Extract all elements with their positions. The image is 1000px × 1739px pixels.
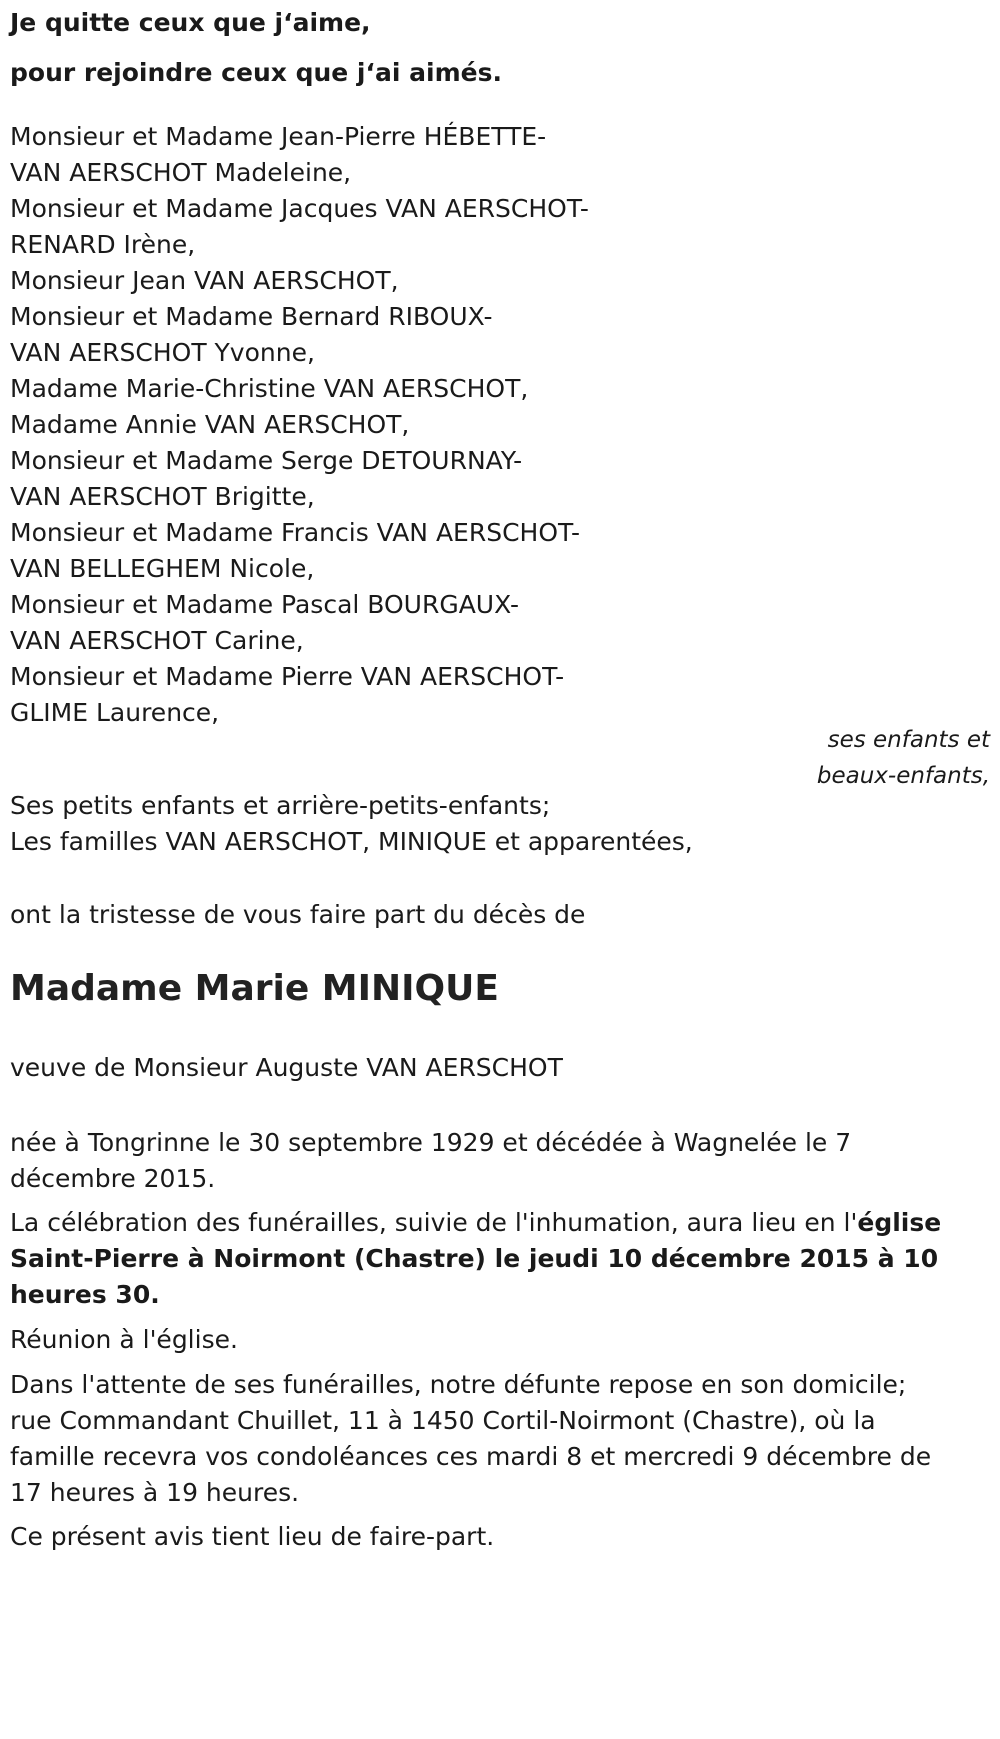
announcement: ont la tristesse de vous faire part du décès de	[10, 900, 586, 929]
families-line: Les familles VAN AERSCHOT, MINIQUE et apparentées,	[10, 827, 693, 856]
family-line: Monsieur et Madame Jacques VAN AERSCHOT-	[10, 194, 589, 223]
family-list	[10, 119, 589, 731]
family-line: Madame Marie-Christine VAN AERSCHOT,	[10, 374, 529, 403]
meeting-info: Réunion à l'église.	[10, 1325, 238, 1354]
family-line: Monsieur et Madame Serge DETOURNAY-	[10, 446, 523, 475]
family-line: VAN AERSCHOT Brigitte,	[10, 482, 315, 511]
family-line: Monsieur et Madame Pierre VAN AERSCHOT-	[10, 662, 565, 691]
family-line: VAN BELLEGHEM Nicole,	[10, 554, 315, 583]
family-line: Monsieur et Madame Pascal BOURGAUX-	[10, 590, 520, 619]
family-line: RENARD Irène,	[10, 230, 196, 259]
deceased-name: Madame Marie MINIQUE	[10, 968, 499, 1009]
widow-of: veuve de Monsieur Auguste VAN AERSCHOT	[10, 1053, 563, 1082]
ceremony-location-date: église Saint-Pierre à Noirmont (Chastre) le jeudi 10 décembre 2015 à 10 heures 30.	[10, 1208, 942, 1309]
family-line: Madame Annie VAN AERSCHOT,	[10, 410, 410, 439]
family-line: Monsieur et Madame Bernard RIBOUX-	[10, 302, 493, 331]
quote-line-2: pour rejoindre ceux que j‘ai aimés.	[10, 58, 502, 87]
family-line: VAN AERSCHOT Carine,	[10, 626, 304, 655]
ceremony-intro: La célébration des funérailles, suivie de l'inhumation, aura lieu en l'	[10, 1208, 858, 1237]
family-line: GLIME Laurence,	[10, 698, 220, 727]
ceremony-info	[10, 1205, 950, 1313]
relation-note	[817, 722, 990, 794]
notice: Ce présent avis tient lieu de faire-part.	[10, 1522, 495, 1551]
relation-line-1: ses enfants et	[827, 727, 990, 753]
birth-death-info: née à Tongrinne le 30 septembre 1929 et décédée à Wagnelée le 7 décembre 2015.	[10, 1128, 852, 1193]
grandchildren-line: Ses petits enfants et arrière-petits-enfants;	[10, 791, 551, 820]
family-line: Monsieur et Madame Jean-Pierre HÉBETTE-	[10, 122, 547, 151]
other-relatives	[10, 788, 693, 860]
family-line: Monsieur Jean VAN AERSCHOT,	[10, 266, 399, 295]
family-line: Monsieur et Madame Francis VAN AERSCHOT-	[10, 518, 581, 547]
family-line: VAN AERSCHOT Yvonne,	[10, 338, 315, 367]
relation-line-2: beaux-enfants,	[816, 763, 990, 789]
family-line: VAN AERSCHOT Madeleine,	[10, 158, 352, 187]
resting-info: Dans l'attente de ses funérailles, notre défunte repose en son domicile; rue Commandant Chuillet, 11 à 1450 Cortil-Noirmont (Chastre), où la famille recevra vos condoléances ces mardi 8 et mercredi 9 décembre de 17 heures à 19 heures.	[10, 1370, 932, 1507]
quote-line-1: Je quitte ceux que j‘aime,	[10, 8, 371, 37]
